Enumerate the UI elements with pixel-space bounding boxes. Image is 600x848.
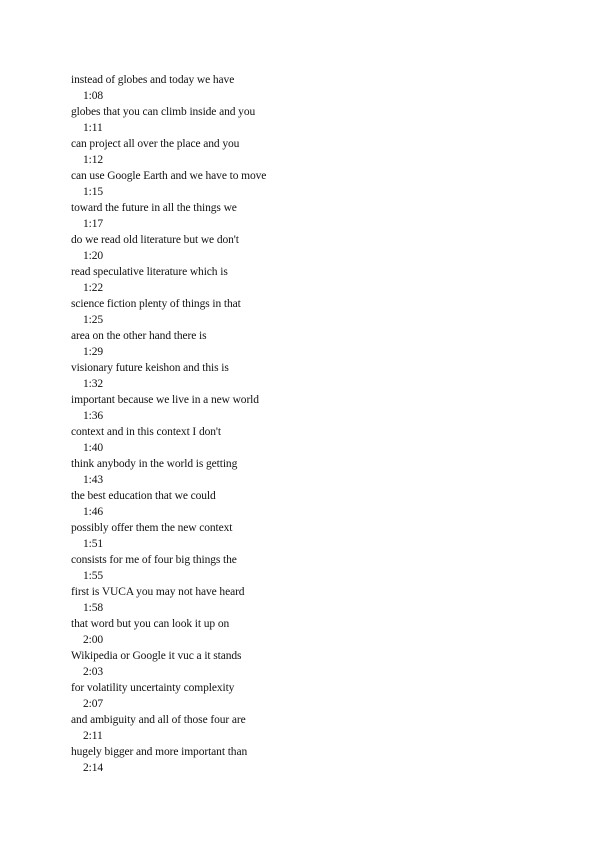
transcript-line: context and in this context I don't <box>71 426 221 438</box>
transcript-line: read speculative literature which is <box>71 266 228 278</box>
transcript-entry <box>71 456 551 488</box>
transcript-entry <box>71 296 551 328</box>
transcript-entry <box>71 392 551 424</box>
timestamp: 1:46 <box>83 506 104 518</box>
timestamp: 1:12 <box>83 154 104 166</box>
transcript-line: the best education that we could <box>71 490 216 502</box>
transcript-line: instead of globes and today we have <box>71 74 235 86</box>
transcript-entry <box>71 200 551 232</box>
transcript-line: important because we live in a new world <box>71 394 259 406</box>
timestamp: 2:03 <box>83 666 104 678</box>
transcript-line: hugely bigger and more important than <box>71 746 248 758</box>
transcript-entry <box>71 104 551 136</box>
transcript-line: for volatility uncertainty complexity <box>71 682 235 694</box>
transcript-entry <box>71 520 551 552</box>
transcript-line: Wikipedia or Google it vuc a it stands <box>71 650 242 662</box>
timestamp: 2:11 <box>83 730 103 742</box>
transcript <box>71 72 551 776</box>
timestamp: 1:29 <box>83 346 104 358</box>
transcript-line: that word but you can look it up on <box>71 618 230 630</box>
timestamp: 1:20 <box>83 250 104 262</box>
transcript-line: globes that you can climb inside and you <box>71 106 256 118</box>
transcript-line: first is VUCA you may not have heard <box>71 586 245 598</box>
timestamp: 1:08 <box>83 90 104 102</box>
transcript-entry <box>71 424 551 456</box>
timestamp: 1:11 <box>83 122 103 134</box>
transcript-line: and ambiguity and all of those four are <box>71 714 246 726</box>
transcript-entry <box>71 616 551 648</box>
timestamp: 1:51 <box>83 538 104 550</box>
transcript-line: area on the other hand there is <box>71 330 207 342</box>
timestamp: 1:43 <box>83 474 104 486</box>
transcript-entry <box>71 712 551 744</box>
transcript-entry <box>71 680 551 712</box>
transcript-line: visionary future keishon and this is <box>71 362 229 374</box>
transcript-entry <box>71 552 551 584</box>
transcript-entry <box>71 168 551 200</box>
transcript-entry <box>71 360 551 392</box>
transcript-entry <box>71 488 551 520</box>
timestamp: 1:55 <box>83 570 104 582</box>
transcript-entry <box>71 328 551 360</box>
timestamp: 2:00 <box>83 634 104 646</box>
transcript-entry <box>71 232 551 264</box>
transcript-line: consists for me of four big things the <box>71 554 237 566</box>
timestamp: 1:15 <box>83 186 104 198</box>
transcript-entry <box>71 584 551 616</box>
timestamp: 1:17 <box>83 218 104 230</box>
timestamp: 1:40 <box>83 442 104 454</box>
transcript-line: science fiction plenty of things in that <box>71 298 241 310</box>
transcript-line: toward the future in all the things we <box>71 202 237 214</box>
transcript-line: can use Google Earth and we have to move <box>71 170 267 182</box>
transcript-line: can project all over the place and you <box>71 138 240 150</box>
transcript-entry <box>71 648 551 680</box>
transcript-entry <box>71 72 551 104</box>
transcript-entry <box>71 744 551 776</box>
transcript-line: think anybody in the world is getting <box>71 458 238 470</box>
timestamp: 1:58 <box>83 602 104 614</box>
timestamp: 2:07 <box>83 698 104 710</box>
transcript-entry <box>71 264 551 296</box>
transcript-line: do we read old literature but we don't <box>71 234 239 246</box>
timestamp: 1:25 <box>83 314 104 326</box>
timestamp: 2:14 <box>83 762 104 774</box>
timestamp: 1:36 <box>83 410 104 422</box>
timestamp: 1:32 <box>83 378 104 390</box>
timestamp: 1:22 <box>83 282 104 294</box>
transcript-line: possibly offer them the new context <box>71 522 233 534</box>
transcript-entry <box>71 136 551 168</box>
